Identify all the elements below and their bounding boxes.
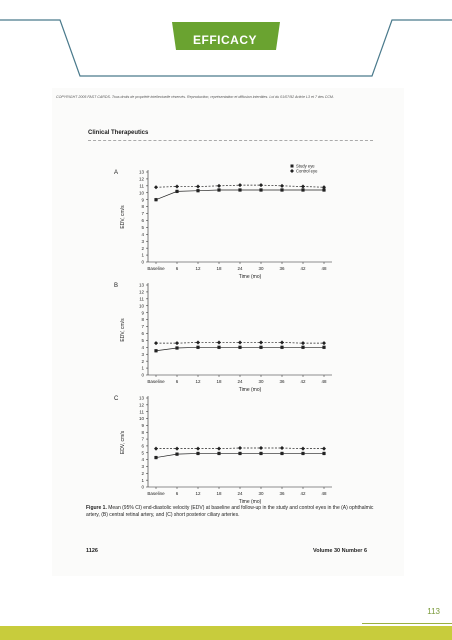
data-point-control <box>280 184 284 188</box>
x-tick-label: 36 <box>279 379 285 384</box>
data-point-control <box>217 184 221 188</box>
figure-caption <box>86 505 376 519</box>
x-tick-label: Baseline <box>147 491 165 496</box>
y-tick-label: 13 <box>138 395 144 401</box>
y-tick-label: 0 <box>141 259 144 265</box>
y-tick-label: 9 <box>141 197 144 203</box>
y-tick-label: 0 <box>141 484 144 490</box>
data-point-control <box>238 446 242 450</box>
x-tick-label: 48 <box>321 379 327 384</box>
data-point-study <box>259 452 262 455</box>
data-point-control <box>259 340 263 344</box>
y-tick-label: 12 <box>138 402 144 408</box>
data-point-study <box>301 188 304 191</box>
section-title: EFFICACY <box>193 33 257 47</box>
data-point-control <box>280 446 284 450</box>
data-point-study <box>238 346 241 349</box>
x-tick-label: 18 <box>216 491 222 496</box>
x-tick-label: 12 <box>195 379 201 384</box>
data-point-study <box>196 189 199 192</box>
data-point-study <box>322 346 325 349</box>
y-tick-label: 2 <box>141 245 144 251</box>
y-tick-label: 6 <box>141 331 144 337</box>
data-point-study <box>196 452 199 455</box>
data-point-study <box>301 452 304 455</box>
y-tick-label: 12 <box>138 176 144 182</box>
x-tick-label: Baseline <box>147 266 165 271</box>
x-tick-label: Baseline <box>147 379 165 384</box>
x-tick-label: 36 <box>279 266 285 271</box>
data-point-study <box>280 452 283 455</box>
data-point-control <box>301 341 305 345</box>
panel-label: A <box>114 170 119 176</box>
data-point-study <box>238 188 241 191</box>
data-point-study <box>154 349 157 352</box>
data-point-control <box>217 340 221 344</box>
x-axis-title: Time (mo) <box>238 499 262 505</box>
y-tick-label: 13 <box>138 282 144 288</box>
x-tick-label: 12 <box>195 491 201 496</box>
copyright-notice: COPYRIGHT 2005 FAST CARDS. Tous droits de propriété intellectuelle réservés. Reproduction, représentation et diffusion interdites. Loi du 01/07/92 Article L3 et 7 des CCM. <box>56 95 334 99</box>
data-point-control <box>196 340 200 344</box>
data-point-control <box>322 341 326 345</box>
x-tick-label: 6 <box>175 379 179 384</box>
x-tick-label: 42 <box>300 266 306 271</box>
y-tick-label: 7 <box>141 324 144 330</box>
data-point-study <box>175 453 178 456</box>
y-tick-label: 5 <box>141 224 144 230</box>
y-tick-label: 4 <box>141 457 144 463</box>
y-tick-label: 8 <box>141 204 144 210</box>
y-tick-label: 3 <box>141 238 144 244</box>
y-tick-label: 1 <box>141 252 144 258</box>
y-tick-label: 7 <box>141 211 144 217</box>
y-tick-label: 11 <box>139 296 144 302</box>
data-point-control <box>259 183 263 187</box>
y-tick-label: 3 <box>141 464 144 470</box>
data-point-study <box>217 452 220 455</box>
data-point-control <box>217 447 221 451</box>
y-tick-label: 1 <box>141 477 144 483</box>
data-point-study <box>259 188 262 191</box>
x-tick-label: 18 <box>216 266 222 271</box>
y-tick-label: 1 <box>141 365 144 371</box>
data-point-control <box>238 340 242 344</box>
data-point-control <box>259 446 263 450</box>
x-tick-label: 30 <box>258 491 264 496</box>
legend-marker-study <box>291 165 294 168</box>
x-tick-label: 6 <box>175 266 179 271</box>
x-tick-label: 18 <box>216 379 222 384</box>
x-tick-label: 30 <box>258 266 264 271</box>
y-tick-label: 11 <box>139 409 144 415</box>
data-point-study <box>322 452 325 455</box>
x-tick-label: 24 <box>237 491 243 496</box>
y-tick-label: 9 <box>141 422 144 428</box>
y-tick-label: 4 <box>141 231 144 237</box>
y-tick-label: 13 <box>138 169 144 175</box>
data-point-study <box>175 190 178 193</box>
data-point-study <box>238 452 241 455</box>
data-point-control <box>154 185 158 189</box>
y-tick-label: 8 <box>141 317 144 323</box>
y-tick-label: 8 <box>141 429 144 435</box>
y-tick-label: 5 <box>141 337 144 343</box>
data-point-study <box>175 346 178 349</box>
data-point-study <box>280 188 283 191</box>
y-axis-title: EDV, cm/s <box>120 430 126 455</box>
x-tick-label: 12 <box>195 266 201 271</box>
data-point-study <box>154 198 157 201</box>
data-point-study <box>196 346 199 349</box>
x-tick-label: 48 <box>321 266 327 271</box>
data-point-control <box>175 185 179 189</box>
x-axis-title: Time (mo) <box>238 387 262 393</box>
data-point-control <box>196 447 200 451</box>
y-tick-label: 11 <box>139 183 144 189</box>
data-point-control <box>154 447 158 451</box>
y-axis-title: EDV, cm/s <box>120 318 126 342</box>
data-point-control <box>280 340 284 344</box>
data-point-study <box>154 456 157 459</box>
data-point-control <box>238 183 242 187</box>
y-tick-label: 10 <box>138 416 144 422</box>
journal-name: Clinical Therapeutics <box>88 130 149 136</box>
y-tick-label: 10 <box>138 303 144 309</box>
x-tick-label: 30 <box>258 379 264 384</box>
data-point-study <box>217 346 220 349</box>
page-number: 113 <box>427 607 440 616</box>
data-point-study <box>217 188 220 191</box>
y-axis-title: EDV, cm/s <box>120 205 126 229</box>
y-tick-label: 12 <box>138 289 144 295</box>
caption-text: Mean (95% CI) end-diastolic velocity (EDV) at baseline and follow-up in the study and control eyes in the (A) ophthalmic artery, (B) central retinal artery, and (C) short posterior ciliary arteries. <box>86 505 374 518</box>
legend-label: Study eye <box>296 163 315 169</box>
y-tick-label: 3 <box>141 351 144 357</box>
caption-label: Figure 1. <box>86 505 107 511</box>
panel-label: B <box>114 283 119 289</box>
data-point-control <box>322 447 326 451</box>
y-tick-label: 10 <box>138 190 144 196</box>
legend-label: Control eye <box>296 168 318 174</box>
data-point-study <box>259 346 262 349</box>
x-axis-title: Time (mo) <box>238 274 262 280</box>
y-tick-label: 2 <box>141 358 144 364</box>
y-tick-label: 0 <box>141 372 144 378</box>
data-point-control <box>175 447 179 451</box>
y-tick-label: 6 <box>141 443 144 449</box>
panel-label: C <box>114 396 119 402</box>
y-tick-label: 2 <box>141 470 144 476</box>
data-point-control <box>196 185 200 189</box>
footer-bar <box>0 626 452 640</box>
data-point-study <box>280 346 283 349</box>
legend-marker-control <box>290 169 294 173</box>
x-tick-label: 42 <box>300 379 306 384</box>
x-tick-label: 42 <box>300 491 306 496</box>
x-tick-label: 24 <box>237 379 243 384</box>
journal-page-number: 1126 <box>86 548 98 554</box>
y-tick-label: 9 <box>141 310 144 316</box>
x-tick-label: 24 <box>237 266 243 271</box>
x-tick-label: 48 <box>321 491 327 496</box>
data-point-control <box>154 341 158 345</box>
footer-rule <box>362 623 452 624</box>
data-point-control <box>301 185 305 189</box>
y-tick-label: 6 <box>141 218 144 224</box>
data-point-control <box>175 341 179 345</box>
y-tick-label: 7 <box>141 436 144 442</box>
journal-volume: Volume 30 Number 6 <box>313 548 367 554</box>
y-tick-label: 4 <box>141 344 144 350</box>
y-tick-label: 5 <box>141 450 144 456</box>
data-point-study <box>301 346 304 349</box>
x-tick-label: 6 <box>175 491 179 496</box>
x-tick-label: 36 <box>279 491 285 496</box>
data-point-control <box>301 447 305 451</box>
